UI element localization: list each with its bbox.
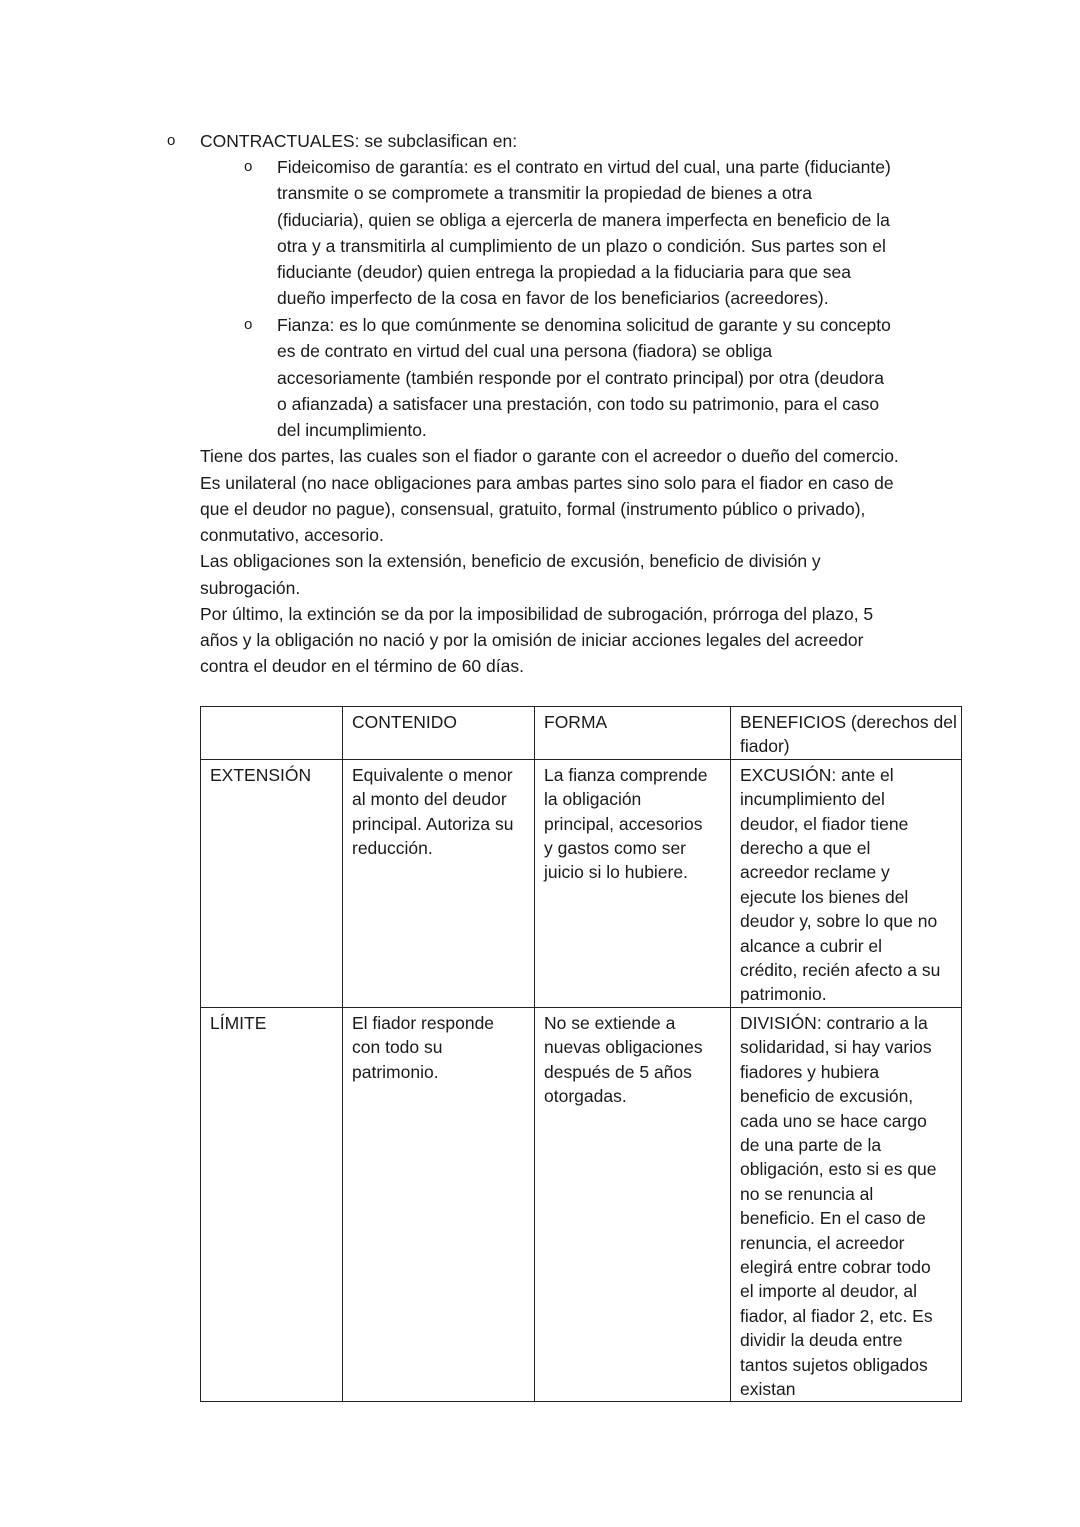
cell-line: crédito, recién afecto a su	[740, 960, 941, 981]
extension-forma	[535, 759, 731, 1007]
cell-line: ejecute los bienes del	[740, 886, 909, 907]
cell-line: y gastos como ser	[544, 838, 686, 859]
cell-line: principal, accesorios	[544, 813, 703, 834]
cell-line: el importe al deudor, al	[740, 1281, 918, 1302]
cell-line: otorgadas.	[544, 1086, 627, 1107]
cell-line: principal. Autoriza su	[352, 813, 514, 834]
fideicomiso-line: transmite o se compromete a transmitir la propiedad de bienes a otra	[277, 183, 812, 203]
cell-line: al monto del deudor	[352, 789, 507, 810]
bullet-fianza: o	[244, 316, 253, 333]
header-beneficios-line: fiador)	[740, 736, 790, 757]
cell-line: El fiador responde	[352, 1012, 495, 1033]
table-row-extension	[201, 759, 962, 1007]
header-contenido	[343, 707, 535, 760]
limite-forma	[535, 1007, 731, 1402]
contractuales-heading: CONTRACTUALES: se subclasifican en:	[200, 131, 518, 151]
fideicomiso-line: otra y a transmitirla al cumplimiento de un plazo o condición. Sus partes son el	[277, 236, 886, 256]
cell-line: beneficio. En el caso de	[740, 1208, 926, 1229]
fianza-line: accesoriamente (también responde por el contrato principal) por otra (deudora	[277, 368, 884, 388]
paragraph-line: que el deudor no pague), consensual, gratuito, formal (instrumento público o privado),	[200, 499, 866, 519]
extension-beneficios	[731, 759, 962, 1007]
paragraph-line: contra el deudor en el término de 60 días.	[200, 656, 524, 676]
paragraph-line: años y la obligación no nació y por la omisión de iniciar acciones legales del acreedor	[200, 630, 864, 650]
fianza-line: del incumplimiento.	[277, 420, 427, 440]
cell-line: la obligación	[544, 789, 642, 810]
cell-line: derecho a que el	[740, 838, 871, 859]
row-label-text: LÍMITE	[210, 1012, 267, 1033]
limite-contenido	[343, 1007, 535, 1402]
cell-line: La fianza comprende	[544, 764, 708, 785]
cell-line: obligación, esto si es que	[740, 1159, 937, 1180]
fianza-table	[200, 706, 962, 1402]
row-label-limite	[201, 1007, 343, 1402]
header-beneficios-line: BENEFICIOS (derechos del	[740, 712, 957, 732]
cell-line: Equivalente o menor	[352, 764, 513, 785]
paragraph-line: subrogación.	[200, 578, 301, 598]
row-label-extension	[201, 759, 343, 1007]
cell-line: renuncia, el acreedor	[740, 1232, 905, 1253]
cell-line: DIVISIÓN: contrario a la	[740, 1012, 928, 1033]
bullet-level1: o	[167, 132, 176, 149]
cell-line: incumplimiento del	[740, 789, 885, 810]
limite-beneficios	[731, 1007, 962, 1402]
fideicomiso-line: fiduciante (deudor) quien entrega la propiedad a la fiduciaria para que sea	[277, 262, 852, 282]
cell-line: después de 5 años	[544, 1061, 692, 1082]
row-label-text: EXTENSIÓN	[210, 764, 312, 785]
cell-line: beneficio de excusión,	[740, 1086, 914, 1107]
table-header-row	[201, 707, 962, 760]
cell-line: No se extiende a	[544, 1012, 676, 1033]
cell-line: elegirá entre cobrar todo	[740, 1256, 931, 1277]
cell-line: no se renuncia al	[740, 1183, 874, 1204]
header-forma-label: FORMA	[544, 712, 608, 732]
header-contenido-label: CONTENIDO	[352, 712, 457, 732]
cell-line: solidaridad, si hay varios	[740, 1037, 932, 1058]
cell-line: acreedor reclame y	[740, 862, 890, 883]
fideicomiso-line: dueño imperfecto de la cosa en favor de los beneficiarios (acreedores).	[277, 288, 829, 308]
extension-contenido	[343, 759, 535, 1007]
fideicomiso-line: Fideicomiso de garantía: es el contrato en virtud del cual, una parte (fiduciante)	[277, 157, 891, 177]
cell-line: dividir la deuda entre	[740, 1330, 903, 1351]
fianza-line: Fianza: es lo que comúnmente se denomina solicitud de garante y su concepto	[277, 315, 891, 335]
cell-line: con todo su	[352, 1037, 443, 1058]
fianza-line: o afianzada) a satisfacer una prestación, con todo su patrimonio, para el caso	[277, 394, 880, 414]
cell-line: EXCUSIÓN: ante el	[740, 764, 894, 785]
paragraph-line: conmutativo, accesorio.	[200, 525, 384, 545]
cell-line: alcance a cubrir el	[740, 935, 883, 956]
cell-line: fiadores y hubiera	[740, 1061, 880, 1082]
paragraph-line: Las obligaciones son la extensión, beneficio de excusión, beneficio de división y	[200, 551, 821, 571]
cell-line: deudor y, sobre lo que no	[740, 911, 938, 932]
paragraph-line: Es unilateral (no nace obligaciones para ambas partes sino solo para el fiador en caso de	[200, 473, 894, 493]
fideicomiso-line: (fiduciaria), quien se obliga a ejercerla de manera imperfecta en beneficio de la	[277, 210, 890, 230]
cell-line: juicio si lo hubiere.	[544, 862, 688, 883]
table-row-limite	[201, 1007, 962, 1402]
cell-line: deudor, el fiador tiene	[740, 813, 909, 834]
paragraph-line: Tiene dos partes, las cuales son el fiador o garante con el acreedor o dueño del comercio.	[200, 446, 899, 466]
header-forma	[535, 707, 731, 760]
cell-line: patrimonio.	[740, 984, 827, 1005]
header-beneficios	[731, 707, 962, 760]
cell-line: cada uno se hace cargo	[740, 1110, 927, 1131]
fianza-line: es de contrato en virtud del cual una persona (fiadora) se obliga	[277, 341, 773, 361]
paragraph-line: Por último, la extinción se da por la imposibilidad de subrogación, prórroga del plazo, 5	[200, 604, 874, 624]
cell-line: existan	[740, 1378, 796, 1399]
cell-line: de una parte de la	[740, 1134, 882, 1155]
cell-line: reducción.	[352, 838, 433, 859]
cell-line: tantos sujetos obligados	[740, 1354, 928, 1375]
header-empty-cell	[201, 707, 343, 760]
cell-line: fiador, al fiador 2, etc. Es	[740, 1305, 933, 1326]
cell-line: patrimonio.	[352, 1061, 439, 1082]
cell-line: nuevas obligaciones	[544, 1037, 703, 1058]
bullet-fideicomiso: o	[244, 158, 253, 175]
